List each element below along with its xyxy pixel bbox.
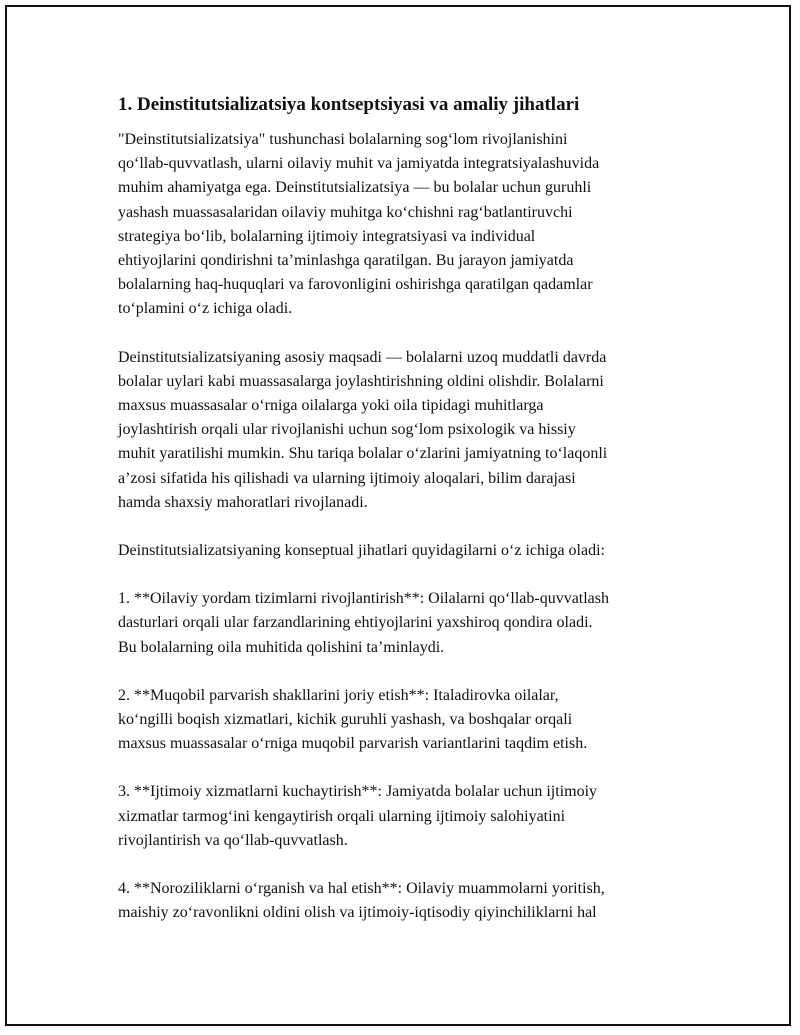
paragraph-aspects-intro [118, 539, 708, 563]
document-body [118, 92, 708, 949]
list-item-2 [118, 684, 708, 757]
text-line: "Deinstitutsializatsiya" tushunchasi bolalarning sog‘lom rivojlanishini [118, 131, 568, 148]
text-line: maxsus muassasalar o‘rniga muqobil parvarish variantlarini taqdim etish. [118, 735, 588, 753]
text-line: muhit yaratilishi mumkin. Shu tariqa bolalar o‘zlarini jamiyatning to‘laqonli [118, 445, 608, 463]
text-line: dasturlari orqali ular farzandlarining ehtiyojlarini yaxshiroq qondira oladi. [118, 614, 593, 632]
text-line: ko‘ngilli boqish xizmatlari, kichik guruhli yashash, va boshqalar orqali [118, 711, 573, 729]
text-line: bolalarning haq-huquqlari va farovonligini oshirishga qaratilgan qadamlar [118, 276, 593, 294]
text-line: joylashtirish orqali ular rivojlanishi uchun sog‘lom psixologik va hissiy [118, 421, 576, 439]
list-item-4 [118, 877, 708, 925]
text-line: muhim ahamiyatga ega. Deinstitutsializatsiya — bu bolalar uchun guruhli [118, 179, 592, 197]
text-line: Deinstitutsializatsiyaning asosiy maqsadi — bolalarni uzoq muddatli davrda [118, 348, 607, 366]
text-line: bolalar uylari kabi muassasalarga joylashtirishning oldini olishdir. Bolalarni [118, 372, 604, 390]
text-line: qo‘llab-quvvatlash, ularni oilaviy muhit va jamiyatda integratsiyalashuvida [118, 155, 600, 173]
text-line: strategiya bo‘lib, bolalarning ijtimoiy integratsiyasi va individual [118, 227, 536, 245]
list-item-3 [118, 780, 708, 853]
text-line: rivojlantirish va qo‘llab-quvvatlash. [118, 831, 348, 849]
text-line: 3. **Ijtimoiy xizmatlarni kuchaytirish**: Jamiyatda bolalar uchun ijtimoiy [118, 783, 598, 801]
text-line: 4. **Noroziliklarni o‘rganish va hal etish**: Oilaviy muammolarni yoritish, [118, 880, 605, 898]
text-line: 2. **Muqobil parvarish shakllarini joriy etish**: Italadirovka oilalar, [118, 686, 559, 704]
text-line: yashash muassasalaridan oilaviy muhitga ko‘chishni rag‘batlantiruvchi [118, 203, 573, 221]
text-line: xizmatlar tarmog‘ini kengaytirish orqali ularning ijtimoiy salohiyatini [118, 807, 566, 825]
text-line: to‘plamini o‘z ichiga oladi. [118, 300, 293, 318]
text-line: a’zosi sifatida his qilishadi va ularning ijtimoiy aloqalari, bilim darajasi [118, 469, 576, 487]
list-item-1 [118, 587, 708, 660]
paragraph-intro [118, 128, 708, 322]
text-line: maxsus muassasalar o‘rniga oilalarga yoki oila tipidagi muhitlarga [118, 397, 544, 415]
text-line: ehtiyojlarini qondirishni ta’minlashga qaratilgan. Bu jarayon jamiyatda [118, 252, 574, 270]
text-line: Deinstitutsializatsiyaning konseptual jihatlari quyidagilarni o‘z ichiga oladi: [118, 542, 605, 560]
text-line: Bu bolalarning oila muhitida qolishini ta’minlaydi. [118, 638, 445, 656]
document-title: 1. Deinstitutsializatsiya kontseptsiyasi va amaliy jihatlari [118, 94, 580, 115]
paragraph-main-goal [118, 346, 708, 515]
text-line: hamda shaxsiy mahoratlari rivojlanadi. [118, 493, 368, 511]
text-line: 1. **Oilaviy yordam tizimlarni rivojlantirish**: Oilalarni qo‘llab-quvvatlash [118, 590, 610, 608]
text-line: maishiy zo‘ravonlikni oldini olish va ijtimoiy-iqtisodiy qiyinchiliklarni hal [118, 904, 597, 922]
